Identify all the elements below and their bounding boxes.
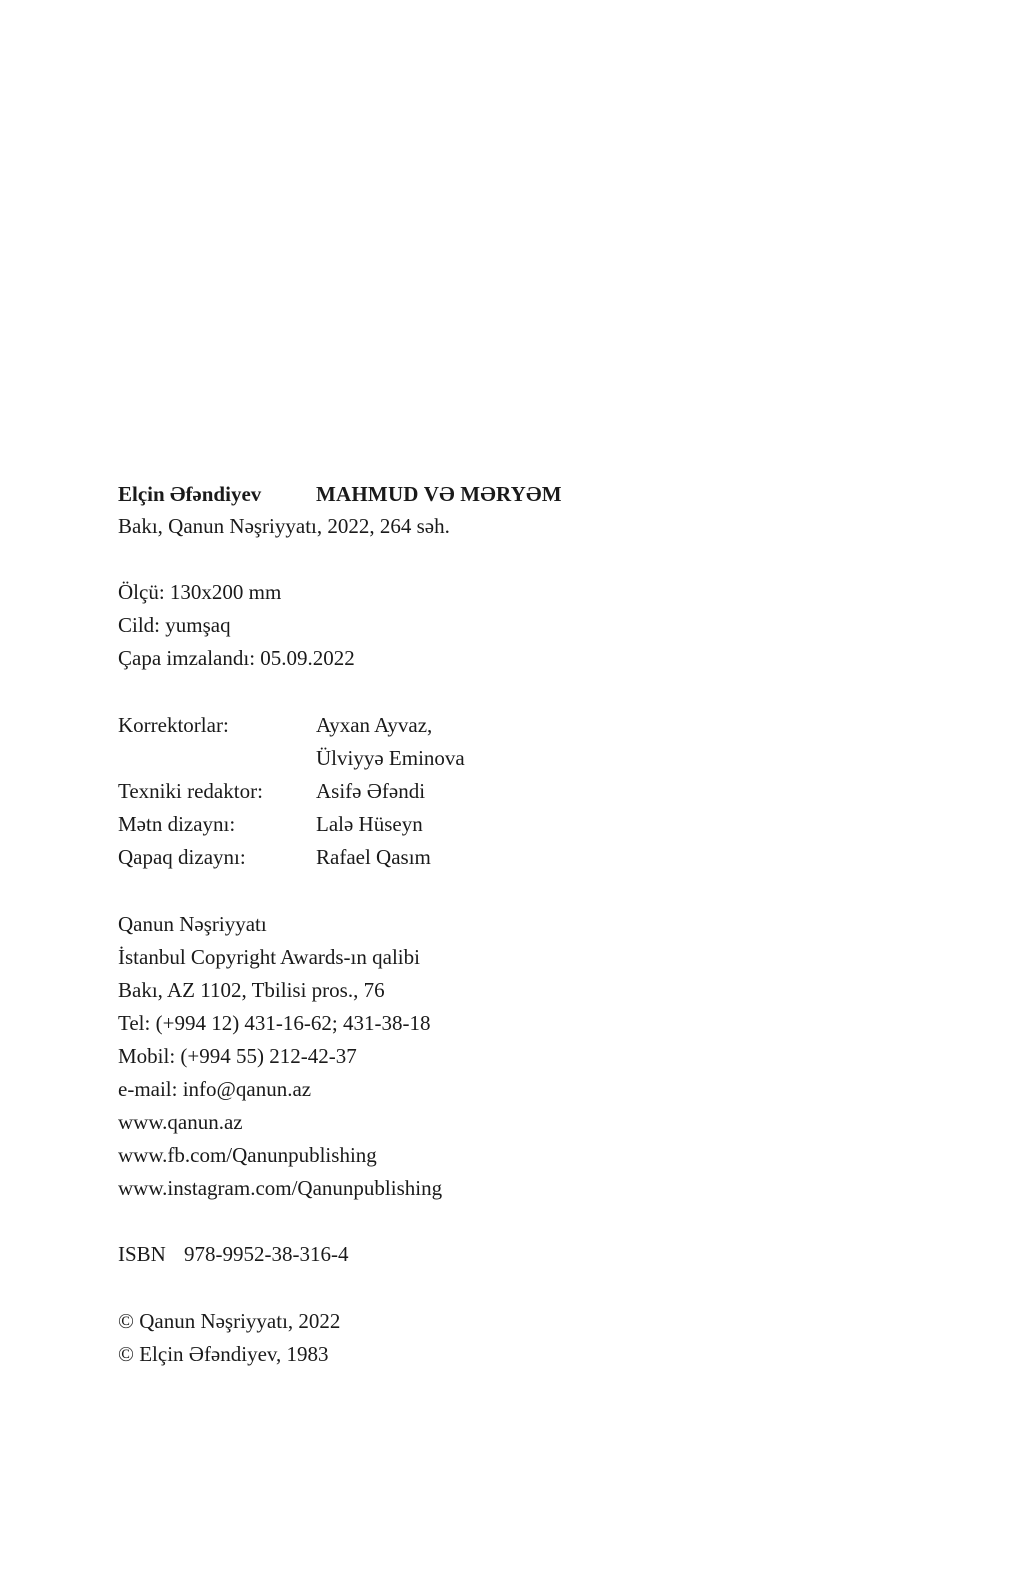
copyright-author: © Elçin Əfəndiyev, 1983 xyxy=(118,1342,329,1366)
credit-person: Lalə Hüseyn xyxy=(316,812,423,836)
publisher-mobile: Mobil: (+994 55) 212-42-37 xyxy=(118,1044,357,1068)
credit-row xyxy=(118,709,465,742)
credit-row xyxy=(118,742,465,775)
publisher-facebook: www.fb.com/Qanunpublishing xyxy=(118,1143,377,1167)
isbn-value: 978-9952-38-316-4 xyxy=(184,1242,349,1266)
credit-role: Texniki redaktor: xyxy=(118,779,263,803)
credit-row xyxy=(118,775,465,808)
publisher-address: Bakı, AZ 1102, Tbilisi pros., 76 xyxy=(118,978,385,1002)
spec-print-date: Çapa imzalandı: 05.09.2022 xyxy=(118,646,355,670)
credit-row xyxy=(118,808,465,841)
credit-role: Korrektorlar: xyxy=(118,713,229,737)
specs-block xyxy=(118,576,355,675)
publisher-phone: Tel: (+994 12) 431-16-62; 431-38-18 xyxy=(118,1011,431,1035)
isbn-label: ISBN xyxy=(118,1242,166,1266)
spec-size: Ölçü: 130x200 mm xyxy=(118,580,282,604)
isbn-block xyxy=(118,1238,348,1271)
publisher-instagram: www.instagram.com/Qanunpublishing xyxy=(118,1176,443,1200)
publisher-email: e-mail: info@qanun.az xyxy=(118,1077,312,1101)
credit-person: Asifə Əfəndi xyxy=(316,779,426,803)
credit-person: Ayxan Ayvaz, xyxy=(316,713,433,737)
author-name: Elçin Əfəndiyev xyxy=(118,482,262,506)
spec-binding: Cild: yumşaq xyxy=(118,613,231,637)
publisher-name: Qanun Nəşriyyatı xyxy=(118,912,267,936)
copyright-publisher: © Qanun Nəşriyyatı, 2022 xyxy=(118,1309,341,1333)
publication-info: Bakı, Qanun Nəşriyyatı, 2022, 264 səh. xyxy=(118,514,450,538)
credit-person: Rafael Qasım xyxy=(316,845,431,869)
credits-block xyxy=(118,709,465,874)
publisher-website: www.qanun.az xyxy=(118,1110,243,1134)
isbn-line xyxy=(118,1238,348,1271)
credit-person: Ülviyyə Eminova xyxy=(316,746,465,770)
credit-row xyxy=(118,841,465,874)
publisher-award: İstanbul Copyright Awards-ın qalibi xyxy=(118,945,420,969)
copyright-block xyxy=(118,1305,340,1371)
credit-role: Qapaq dizaynı: xyxy=(118,845,246,869)
title-line xyxy=(118,476,562,512)
publisher-block xyxy=(118,908,442,1205)
publication-block xyxy=(118,510,450,543)
credit-role: Mətn dizaynı: xyxy=(118,812,236,836)
book-title: MAHMUD VƏ MƏRYƏM xyxy=(316,482,562,506)
